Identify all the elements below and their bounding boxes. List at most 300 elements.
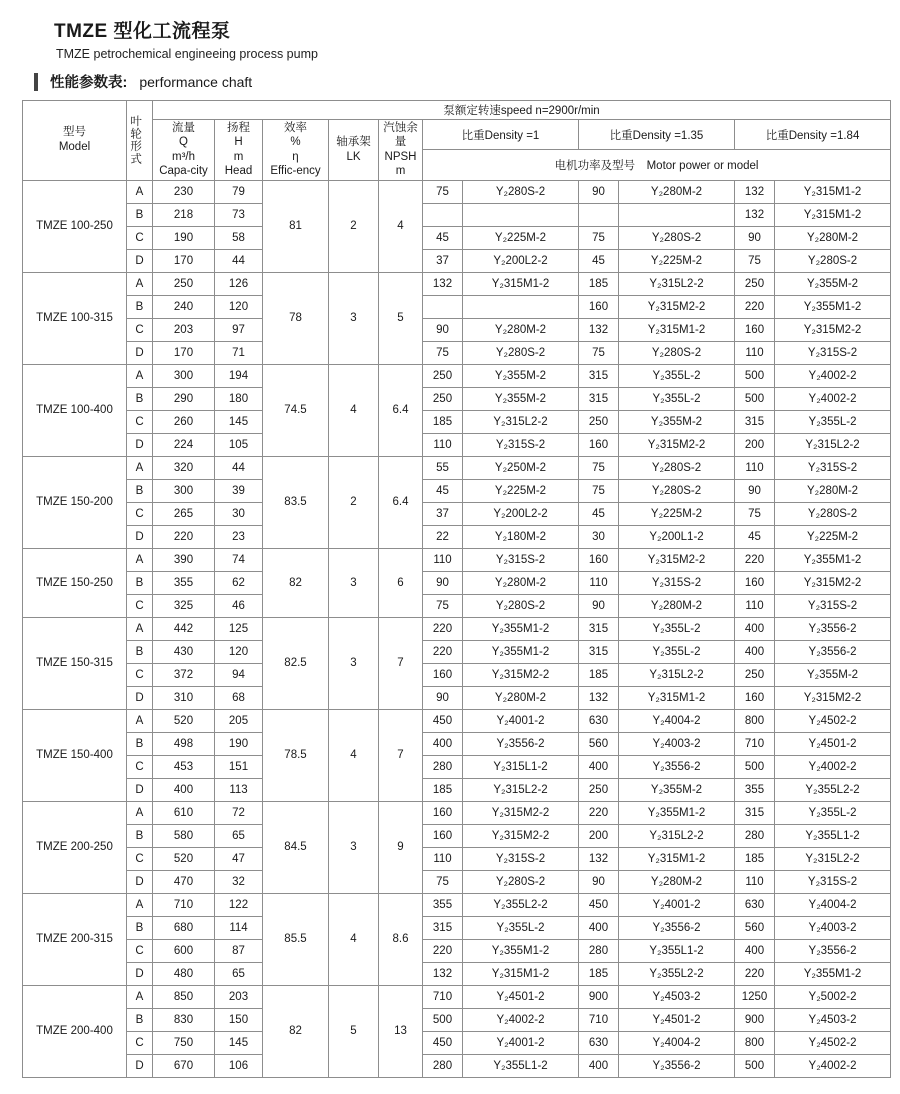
cell-impeller-letter: D bbox=[127, 778, 153, 801]
cell-model-density184: Y₂355M1-2 bbox=[775, 548, 891, 571]
cell-model-density1: Y₂315M1-2 bbox=[463, 272, 579, 295]
cell-kw-density135: 160 bbox=[579, 433, 619, 456]
table-row bbox=[23, 847, 891, 870]
cell-model-density135: Y₂315M1-2 bbox=[619, 318, 735, 341]
cell-flow: 190 bbox=[153, 226, 215, 249]
cell-kw-density1: 45 bbox=[423, 479, 463, 502]
cell-kw-density135: 132 bbox=[579, 318, 619, 341]
cell-kw-density135: 250 bbox=[579, 778, 619, 801]
cell-model-density135: Y₂355L2-2 bbox=[619, 962, 735, 985]
cell-model-density135: Y₂355L-2 bbox=[619, 364, 735, 387]
cell-head: 126 bbox=[215, 272, 263, 295]
cell-kw-density135: 132 bbox=[579, 686, 619, 709]
cell-kw-density1: 185 bbox=[423, 410, 463, 433]
cell-model: TMZE 200-400 bbox=[23, 985, 127, 1077]
cell-kw-density1: 185 bbox=[423, 778, 463, 801]
cell-npsh: 6.4 bbox=[379, 456, 423, 548]
table-row bbox=[23, 203, 891, 226]
cell-kw-density135: 75 bbox=[579, 341, 619, 364]
cell-kw-density184: 45 bbox=[735, 525, 775, 548]
cell-flow: 310 bbox=[153, 686, 215, 709]
cell-model-density184: Y₂315S-2 bbox=[775, 594, 891, 617]
cell-kw-density1: 75 bbox=[423, 180, 463, 203]
table-row bbox=[23, 778, 891, 801]
cell-model-density135: Y₂280S-2 bbox=[619, 456, 735, 479]
cell-head: 180 bbox=[215, 387, 263, 410]
cell-impeller-letter: C bbox=[127, 939, 153, 962]
cell-impeller-letter: D bbox=[127, 686, 153, 709]
cell-model-density184: Y₂315M1-2 bbox=[775, 180, 891, 203]
cell-flow: 580 bbox=[153, 824, 215, 847]
cell-kw-density1: 37 bbox=[423, 249, 463, 272]
col-header-impeller-label: 叶轮形式 bbox=[129, 115, 142, 166]
cell-kw-density1: 280 bbox=[423, 1054, 463, 1077]
cell-model-density184: Y₂355L2-2 bbox=[775, 778, 891, 801]
cell-kw-density1: 500 bbox=[423, 1008, 463, 1031]
cell-efficiency: 81 bbox=[263, 180, 329, 272]
cell-flow: 670 bbox=[153, 1054, 215, 1077]
cell-model-density135: Y₂3556-2 bbox=[619, 916, 735, 939]
cell-model-density135: Y₂280S-2 bbox=[619, 341, 735, 364]
cell-model-density184: Y₂355M1-2 bbox=[775, 295, 891, 318]
cell-kw-density1: 22 bbox=[423, 525, 463, 548]
cell-model: TMZE 100-250 bbox=[23, 180, 127, 272]
cell-flow: 220 bbox=[153, 525, 215, 548]
cell-kw-density184: 160 bbox=[735, 686, 775, 709]
cell-head: 105 bbox=[215, 433, 263, 456]
table-row bbox=[23, 571, 891, 594]
cell-kw-density184: 900 bbox=[735, 1008, 775, 1031]
cell-model-density135: Y₂3556-2 bbox=[619, 1054, 735, 1077]
cell-model-density184: Y₂4002-2 bbox=[775, 1054, 891, 1077]
cell-model-density1: Y₂4002-2 bbox=[463, 1008, 579, 1031]
cell-model-density135: Y₂355M1-2 bbox=[619, 801, 735, 824]
cell-kw-density1: 400 bbox=[423, 732, 463, 755]
cell-model-density135: Y₂355M-2 bbox=[619, 410, 735, 433]
cell-flow: 355 bbox=[153, 571, 215, 594]
cell-npsh: 7 bbox=[379, 709, 423, 801]
cell-kw-density1: 37 bbox=[423, 502, 463, 525]
cell-model-density184: Y₂4003-2 bbox=[775, 916, 891, 939]
cell-kw-density1: 110 bbox=[423, 433, 463, 456]
cell-bearing: 4 bbox=[329, 893, 379, 985]
cell-head: 151 bbox=[215, 755, 263, 778]
cell-kw-density184: 75 bbox=[735, 249, 775, 272]
cell-model-density1: Y₂280S-2 bbox=[463, 870, 579, 893]
cell-kw-density1: 45 bbox=[423, 226, 463, 249]
cell-efficiency: 85.5 bbox=[263, 893, 329, 985]
cell-model-density135: Y₂3556-2 bbox=[619, 755, 735, 778]
cell-impeller-letter: C bbox=[127, 755, 153, 778]
cell-model-density135: Y₂4001-2 bbox=[619, 893, 735, 916]
cell-efficiency: 83.5 bbox=[263, 456, 329, 548]
cell-kw-density1: 75 bbox=[423, 594, 463, 617]
cell-kw-density184: 90 bbox=[735, 226, 775, 249]
table-row bbox=[23, 1008, 891, 1031]
cell-kw-density135: 90 bbox=[579, 870, 619, 893]
cell-flow: 498 bbox=[153, 732, 215, 755]
cell-kw-density184: 110 bbox=[735, 341, 775, 364]
cell-model-density1: Y₂355M-2 bbox=[463, 387, 579, 410]
cell-kw-density135: 90 bbox=[579, 180, 619, 203]
cell-model-density135: Y₂315M1-2 bbox=[619, 686, 735, 709]
cell-model-density1: Y₂280M-2 bbox=[463, 571, 579, 594]
table-row bbox=[23, 180, 891, 203]
cell-flow: 260 bbox=[153, 410, 215, 433]
cell-model-density1: Y₂280M-2 bbox=[463, 686, 579, 709]
cell-kw-density1: 450 bbox=[423, 1031, 463, 1054]
table-row bbox=[23, 663, 891, 686]
cell-npsh: 6 bbox=[379, 548, 423, 617]
cell-kw-density135: 315 bbox=[579, 364, 619, 387]
col-header-speed: 泵额定转速speed n=2900r/min bbox=[153, 101, 891, 120]
cell-model-density1: Y₂355L2-2 bbox=[463, 893, 579, 916]
cell-model-density184: Y₂355L-2 bbox=[775, 801, 891, 824]
cell-kw-density184: 160 bbox=[735, 571, 775, 594]
cell-efficiency: 78.5 bbox=[263, 709, 329, 801]
table-row bbox=[23, 824, 891, 847]
cell-model-density135: Y₂315L2-2 bbox=[619, 824, 735, 847]
cell-head: 62 bbox=[215, 571, 263, 594]
cell-model-density1: Y₂200L2-2 bbox=[463, 249, 579, 272]
cell-head: 71 bbox=[215, 341, 263, 364]
cell-flow: 480 bbox=[153, 962, 215, 985]
cell-model-density135: Y₂4004-2 bbox=[619, 709, 735, 732]
cell-flow: 850 bbox=[153, 985, 215, 1008]
cell-kw-density184: 400 bbox=[735, 617, 775, 640]
col-header-density-1: 比重Density =1 bbox=[423, 120, 579, 150]
table-row bbox=[23, 962, 891, 985]
cell-head: 150 bbox=[215, 1008, 263, 1031]
table-row bbox=[23, 1054, 891, 1077]
cell-model-density184: Y₂3556-2 bbox=[775, 939, 891, 962]
cell-model-density1: Y₂315S-2 bbox=[463, 433, 579, 456]
cell-flow: 830 bbox=[153, 1008, 215, 1031]
cell-flow: 265 bbox=[153, 502, 215, 525]
table-row bbox=[23, 801, 891, 824]
cell-model-density1: Y₂355L-2 bbox=[463, 916, 579, 939]
table-row bbox=[23, 318, 891, 341]
cell-kw-density184: 800 bbox=[735, 1031, 775, 1054]
cell-kw-density1: 710 bbox=[423, 985, 463, 1008]
cell-kw-density1: 90 bbox=[423, 686, 463, 709]
cell-model-density184: Y₂315M2-2 bbox=[775, 571, 891, 594]
cell-head: 72 bbox=[215, 801, 263, 824]
cell-model-density135: Y₂4003-2 bbox=[619, 732, 735, 755]
cell-model-density135: Y₂280M-2 bbox=[619, 870, 735, 893]
cell-kw-density135: 315 bbox=[579, 387, 619, 410]
table-row bbox=[23, 594, 891, 617]
cell-kw-density135: 900 bbox=[579, 985, 619, 1008]
cell-head: 32 bbox=[215, 870, 263, 893]
cell-model-density135: Y₂315M1-2 bbox=[619, 847, 735, 870]
cell-kw-density184: 160 bbox=[735, 318, 775, 341]
cell-flow: 390 bbox=[153, 548, 215, 571]
cell-kw-density135: 450 bbox=[579, 893, 619, 916]
cell-model-density1: Y₂225M-2 bbox=[463, 479, 579, 502]
cell-kw-density1: 160 bbox=[423, 663, 463, 686]
cell-flow: 400 bbox=[153, 778, 215, 801]
cell-model-density184: Y₂4501-2 bbox=[775, 732, 891, 755]
cell-kw-density184: 110 bbox=[735, 456, 775, 479]
cell-kw-density135: 110 bbox=[579, 571, 619, 594]
cell-flow: 710 bbox=[153, 893, 215, 916]
cell-kw-density184: 500 bbox=[735, 1054, 775, 1077]
cell-model-density184: Y₂225M-2 bbox=[775, 525, 891, 548]
cell-kw-density184: 132 bbox=[735, 203, 775, 226]
cell-kw-density135: 630 bbox=[579, 709, 619, 732]
cell-bearing: 3 bbox=[329, 801, 379, 893]
cell-model-density1 bbox=[463, 295, 579, 318]
table-row bbox=[23, 364, 891, 387]
cell-head: 74 bbox=[215, 548, 263, 571]
cell-flow: 320 bbox=[153, 456, 215, 479]
cell-efficiency: 82 bbox=[263, 548, 329, 617]
table-row bbox=[23, 249, 891, 272]
cell-head: 122 bbox=[215, 893, 263, 916]
cell-model-density1: Y₂315S-2 bbox=[463, 847, 579, 870]
cell-efficiency: 82.5 bbox=[263, 617, 329, 709]
cell-kw-density135: 400 bbox=[579, 755, 619, 778]
cell-model-density1: Y₂250M-2 bbox=[463, 456, 579, 479]
cell-kw-density135: 75 bbox=[579, 479, 619, 502]
cell-flow: 170 bbox=[153, 249, 215, 272]
cell-kw-density135: 560 bbox=[579, 732, 619, 755]
cell-kw-density184: 400 bbox=[735, 640, 775, 663]
cell-impeller-letter: A bbox=[127, 801, 153, 824]
cell-impeller-letter: B bbox=[127, 1008, 153, 1031]
cell-head: 113 bbox=[215, 778, 263, 801]
col-header-npsh: 汽蚀余量 NPSH m bbox=[379, 120, 423, 181]
cell-model-density135: Y₂355M-2 bbox=[619, 778, 735, 801]
cell-kw-density1: 75 bbox=[423, 341, 463, 364]
cell-bearing: 2 bbox=[329, 180, 379, 272]
cell-impeller-letter: A bbox=[127, 617, 153, 640]
cell-impeller-letter: A bbox=[127, 456, 153, 479]
cell-kw-density135: 400 bbox=[579, 1054, 619, 1077]
cell-impeller-letter: A bbox=[127, 548, 153, 571]
cell-impeller-letter: B bbox=[127, 732, 153, 755]
cell-model-density1: Y₂4001-2 bbox=[463, 709, 579, 732]
cell-impeller-letter: D bbox=[127, 1054, 153, 1077]
cell-model-density135: Y₂315M2-2 bbox=[619, 433, 735, 456]
cell-kw-density135: 315 bbox=[579, 640, 619, 663]
page-title: TMZE 型化工流程泵 bbox=[54, 21, 231, 42]
cell-model-density135: Y₂280M-2 bbox=[619, 180, 735, 203]
cell-kw-density135: 75 bbox=[579, 456, 619, 479]
page-subtitle: TMZE petrochemical engineeing process pump bbox=[56, 47, 318, 61]
table-row bbox=[23, 479, 891, 502]
cell-model-density184: Y₂355M-2 bbox=[775, 272, 891, 295]
table-row bbox=[23, 272, 891, 295]
cell-kw-density135: 315 bbox=[579, 617, 619, 640]
cell-model-density1 bbox=[463, 203, 579, 226]
cell-head: 190 bbox=[215, 732, 263, 755]
cell-kw-density135: 280 bbox=[579, 939, 619, 962]
cell-efficiency: 78 bbox=[263, 272, 329, 364]
cell-bearing: 4 bbox=[329, 364, 379, 456]
cell-flow: 218 bbox=[153, 203, 215, 226]
cell-kw-density1: 75 bbox=[423, 870, 463, 893]
cell-kw-density135: 160 bbox=[579, 295, 619, 318]
table-row bbox=[23, 985, 891, 1008]
table-row bbox=[23, 456, 891, 479]
cell-impeller-letter: D bbox=[127, 962, 153, 985]
cell-kw-density1: 160 bbox=[423, 801, 463, 824]
cell-model-density184: Y₂355L1-2 bbox=[775, 824, 891, 847]
cell-impeller-letter: B bbox=[127, 640, 153, 663]
performance-table bbox=[22, 100, 891, 1078]
cell-kw-density135: 185 bbox=[579, 663, 619, 686]
cell-head: 125 bbox=[215, 617, 263, 640]
cell-kw-density135: 160 bbox=[579, 548, 619, 571]
cell-model-density135: Y₂315M2-2 bbox=[619, 295, 735, 318]
col-header-model: 型号 Model bbox=[23, 101, 127, 181]
cell-head: 44 bbox=[215, 456, 263, 479]
cell-model-density135: Y₂355L-2 bbox=[619, 640, 735, 663]
cell-flow: 430 bbox=[153, 640, 215, 663]
cell-model: TMZE 150-400 bbox=[23, 709, 127, 801]
cell-kw-density135: 185 bbox=[579, 272, 619, 295]
cell-bearing: 3 bbox=[329, 272, 379, 364]
cell-kw-density184: 280 bbox=[735, 824, 775, 847]
cell-model-density1: Y₂4501-2 bbox=[463, 985, 579, 1008]
cell-kw-density184: 1250 bbox=[735, 985, 775, 1008]
cell-model-density135: Y₂200L1-2 bbox=[619, 525, 735, 548]
cell-model-density184: Y₂4002-2 bbox=[775, 364, 891, 387]
cell-kw-density184: 110 bbox=[735, 870, 775, 893]
table-row bbox=[23, 1031, 891, 1054]
cell-efficiency: 74.5 bbox=[263, 364, 329, 456]
cell-model-density135: Y₂315L2-2 bbox=[619, 272, 735, 295]
cell-kw-density135: 185 bbox=[579, 962, 619, 985]
section-marker-icon bbox=[34, 73, 38, 91]
cell-flow: 325 bbox=[153, 594, 215, 617]
cell-model-density1: Y₂355M1-2 bbox=[463, 939, 579, 962]
cell-kw-density1: 55 bbox=[423, 456, 463, 479]
cell-kw-density184: 90 bbox=[735, 479, 775, 502]
cell-flow: 600 bbox=[153, 939, 215, 962]
cell-flow: 203 bbox=[153, 318, 215, 341]
cell-npsh: 4 bbox=[379, 180, 423, 272]
cell-npsh: 9 bbox=[379, 801, 423, 893]
cell-model-density1: Y₂280S-2 bbox=[463, 180, 579, 203]
col-header-motor: 电机功率及型号 Motor power or model bbox=[423, 150, 891, 180]
cell-model-density135: Y₂280S-2 bbox=[619, 226, 735, 249]
cell-model-density135: Y₂280M-2 bbox=[619, 594, 735, 617]
cell-head: 79 bbox=[215, 180, 263, 203]
table-row bbox=[23, 502, 891, 525]
cell-kw-density184: 250 bbox=[735, 272, 775, 295]
cell-model-density184: Y₂4004-2 bbox=[775, 893, 891, 916]
cell-head: 87 bbox=[215, 939, 263, 962]
cell-model-density135: Y₂225M-2 bbox=[619, 502, 735, 525]
cell-kw-density1 bbox=[423, 203, 463, 226]
cell-flow: 750 bbox=[153, 1031, 215, 1054]
cell-model-density135: Y₂315S-2 bbox=[619, 571, 735, 594]
cell-kw-density135: 45 bbox=[579, 502, 619, 525]
cell-model-density184: Y₂280M-2 bbox=[775, 226, 891, 249]
table-row bbox=[23, 341, 891, 364]
cell-impeller-letter: D bbox=[127, 870, 153, 893]
col-header-flow: 流量 Q m³/h Capa-city bbox=[153, 120, 215, 181]
cell-model-density135: Y₂4501-2 bbox=[619, 1008, 735, 1031]
cell-impeller-letter: C bbox=[127, 410, 153, 433]
cell-kw-density184: 355 bbox=[735, 778, 775, 801]
cell-impeller-letter: B bbox=[127, 387, 153, 410]
col-header-density-135: 比重Density =1.35 bbox=[579, 120, 735, 150]
cell-impeller-letter: C bbox=[127, 1031, 153, 1054]
cell-kw-density1: 132 bbox=[423, 962, 463, 985]
table-row bbox=[23, 709, 891, 732]
cell-model-density1: Y₂315L2-2 bbox=[463, 778, 579, 801]
cell-kw-density1: 110 bbox=[423, 847, 463, 870]
table-row bbox=[23, 525, 891, 548]
cell-head: 46 bbox=[215, 594, 263, 617]
cell-impeller-letter: B bbox=[127, 203, 153, 226]
cell-impeller-letter: A bbox=[127, 893, 153, 916]
cell-model-density135: Y₂315M2-2 bbox=[619, 548, 735, 571]
table-row bbox=[23, 870, 891, 893]
cell-kw-density184: 220 bbox=[735, 295, 775, 318]
cell-model-density135: Y₂4004-2 bbox=[619, 1031, 735, 1054]
cell-model-density1: Y₂315L1-2 bbox=[463, 755, 579, 778]
table-row bbox=[23, 640, 891, 663]
cell-kw-density135: 200 bbox=[579, 824, 619, 847]
cell-head: 73 bbox=[215, 203, 263, 226]
cell-model-density1: Y₂315M1-2 bbox=[463, 962, 579, 985]
cell-head: 97 bbox=[215, 318, 263, 341]
cell-impeller-letter: D bbox=[127, 341, 153, 364]
cell-impeller-letter: C bbox=[127, 318, 153, 341]
cell-impeller-letter: D bbox=[127, 249, 153, 272]
cell-kw-density184: 400 bbox=[735, 939, 775, 962]
cell-bearing: 3 bbox=[329, 617, 379, 709]
cell-kw-density184: 710 bbox=[735, 732, 775, 755]
cell-model-density1: Y₂355M1-2 bbox=[463, 640, 579, 663]
cell-kw-density1: 90 bbox=[423, 571, 463, 594]
cell-head: 30 bbox=[215, 502, 263, 525]
table-row bbox=[23, 226, 891, 249]
cell-model: TMZE 200-315 bbox=[23, 893, 127, 985]
cell-kw-density135: 30 bbox=[579, 525, 619, 548]
cell-impeller-letter: A bbox=[127, 709, 153, 732]
col-header-impeller bbox=[127, 101, 153, 181]
cell-impeller-letter: A bbox=[127, 180, 153, 203]
cell-model-density1: Y₂280S-2 bbox=[463, 594, 579, 617]
table-row bbox=[23, 617, 891, 640]
cell-impeller-letter: B bbox=[127, 916, 153, 939]
cell-model-density184: Y₂315L2-2 bbox=[775, 433, 891, 456]
cell-flow: 300 bbox=[153, 364, 215, 387]
cell-impeller-letter: A bbox=[127, 272, 153, 295]
cell-kw-density1: 90 bbox=[423, 318, 463, 341]
cell-kw-density184: 630 bbox=[735, 893, 775, 916]
cell-model-density1: Y₂3556-2 bbox=[463, 732, 579, 755]
cell-model-density1: Y₂315L2-2 bbox=[463, 410, 579, 433]
cell-flow: 240 bbox=[153, 295, 215, 318]
col-header-density-184: 比重Density =1.84 bbox=[735, 120, 891, 150]
table-row bbox=[23, 893, 891, 916]
cell-kw-density1: 220 bbox=[423, 617, 463, 640]
cell-kw-density184: 200 bbox=[735, 433, 775, 456]
cell-model-density1: Y₂280S-2 bbox=[463, 341, 579, 364]
cell-model-density184: Y₂4002-2 bbox=[775, 755, 891, 778]
cell-head: 120 bbox=[215, 640, 263, 663]
cell-impeller-letter: C bbox=[127, 226, 153, 249]
cell-kw-density1: 355 bbox=[423, 893, 463, 916]
cell-model-density184: Y₂315L2-2 bbox=[775, 847, 891, 870]
